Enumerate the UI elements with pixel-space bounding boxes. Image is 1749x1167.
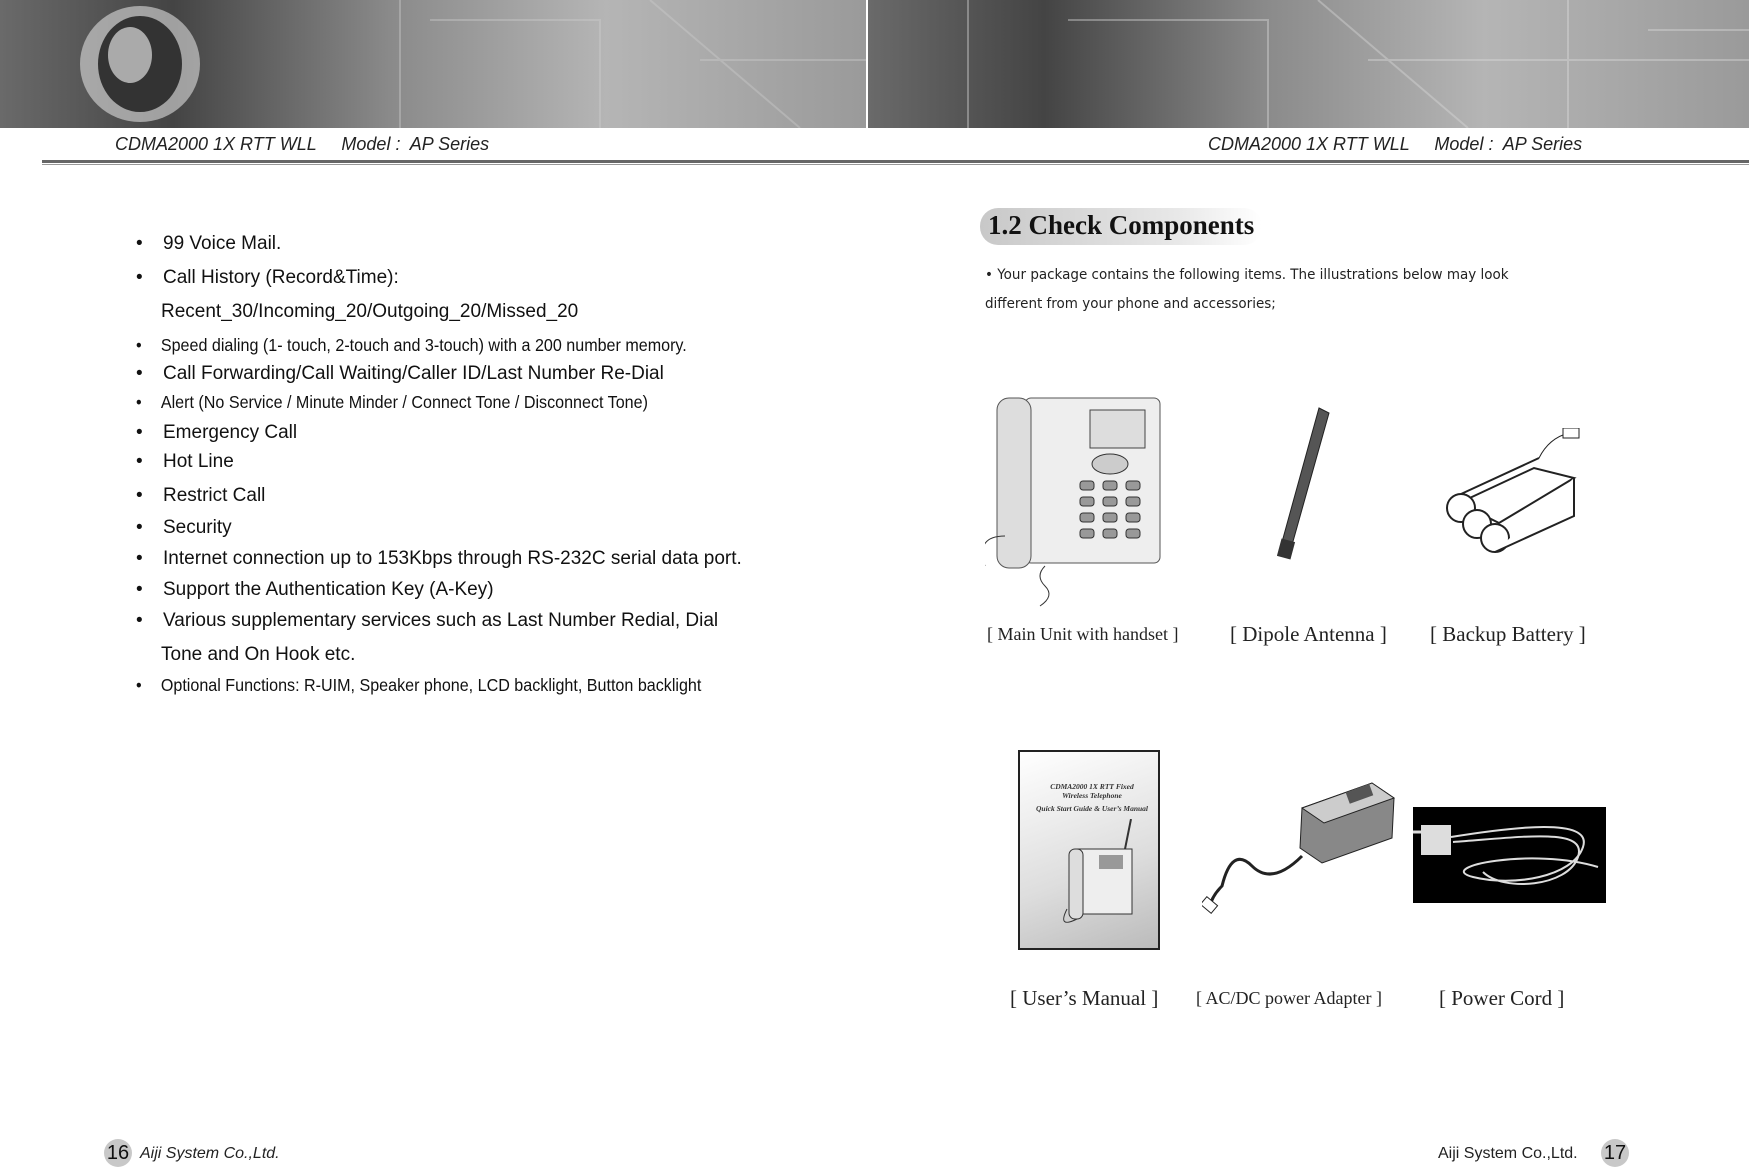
feature-item: • Optional Functions: R-UIM, Speaker phone, LCD backlight, Button backlight — [136, 675, 702, 695]
feature-item: • 99 Voice Mail. — [136, 233, 282, 254]
feature-item: • Support the Authentication Key (A-Key) — [136, 579, 494, 600]
circuit-graphic — [868, 0, 1749, 128]
header-banner-right — [868, 0, 1749, 128]
header-title-left: CDMA2000 1X RTT WLL Model : AP Series — [115, 134, 490, 154]
antenna-image — [1277, 405, 1332, 560]
caption-power-adapter: [ AC/DC power Adapter ] — [1196, 988, 1382, 1008]
intro-text-line1: • Your package contains the following items. The illustrations below may look — [985, 267, 1509, 283]
feature-item-continued: Recent_30/Incoming_20/Outgoing_20/Missed_20 — [161, 301, 579, 322]
footer-company-left: Aiji System Co.,Ltd. — [140, 1145, 280, 1162]
caption-battery: [ Backup Battery ] — [1430, 622, 1586, 646]
caption-main-unit: [ Main Unit with handset ] — [987, 624, 1179, 644]
feature-item: • Hot Line — [136, 451, 234, 472]
manual-cover-title: CDMA2000 1X RTT Fixed — [1050, 782, 1134, 791]
footer-company-right: Aiji System Co.,Ltd. — [1438, 1145, 1578, 1162]
circuit-globe-graphic — [0, 0, 866, 128]
feature-item-continued: Tone and On Hook etc. — [161, 644, 356, 665]
page-number-left: 16 — [104, 1139, 132, 1167]
manual-cover-title: Wireless Telephone — [1062, 791, 1122, 800]
main-unit-image — [985, 396, 1175, 616]
header-rule — [42, 160, 1749, 165]
caption-antenna: [ Dipole Antenna ] — [1230, 622, 1387, 646]
header-banner-left — [0, 0, 866, 128]
power-adapter-image — [1202, 768, 1397, 918]
caption-power-cord: [ Power Cord ] — [1439, 986, 1565, 1010]
feature-item: • Security — [136, 517, 232, 538]
feature-item: • Call History (Record&Time): — [136, 267, 399, 288]
feature-item: • Restrict Call — [136, 485, 266, 506]
section-heading: 1.2 Check Components — [980, 208, 1262, 245]
intro-text-line2: different from your phone and accessories; — [985, 296, 1276, 312]
page-number-right: 17 — [1601, 1139, 1629, 1167]
feature-item: • Internet connection up to 153Kbps through RS-232C serial data port. — [136, 548, 742, 569]
caption-users-manual: [ User’s Manual ] — [1010, 986, 1159, 1010]
feature-item: • Speed dialing (1- touch, 2-touch and 3-touch) with a 200 number memory. — [136, 335, 687, 355]
phone-illustration — [1047, 819, 1137, 929]
backup-battery-image — [1439, 428, 1584, 560]
feature-item: • Various supplementary services such as Last Number Redial, Dial — [136, 610, 719, 631]
manual-cover-subtitle: Quick Start Guide & User’s Manual — [1035, 804, 1149, 813]
users-manual-image — [1018, 750, 1160, 950]
header-title-right: CDMA2000 1X RTT WLL Model : AP Series — [1208, 134, 1583, 154]
feature-item: • Alert (No Service / Minute Minder / Connect Tone / Disconnect Tone) — [136, 392, 648, 412]
feature-item: • Emergency Call — [136, 422, 298, 443]
feature-item: • Call Forwarding/Call Waiting/Caller ID/Last Number Re-Dial — [136, 363, 664, 384]
power-cord-image — [1413, 807, 1606, 903]
